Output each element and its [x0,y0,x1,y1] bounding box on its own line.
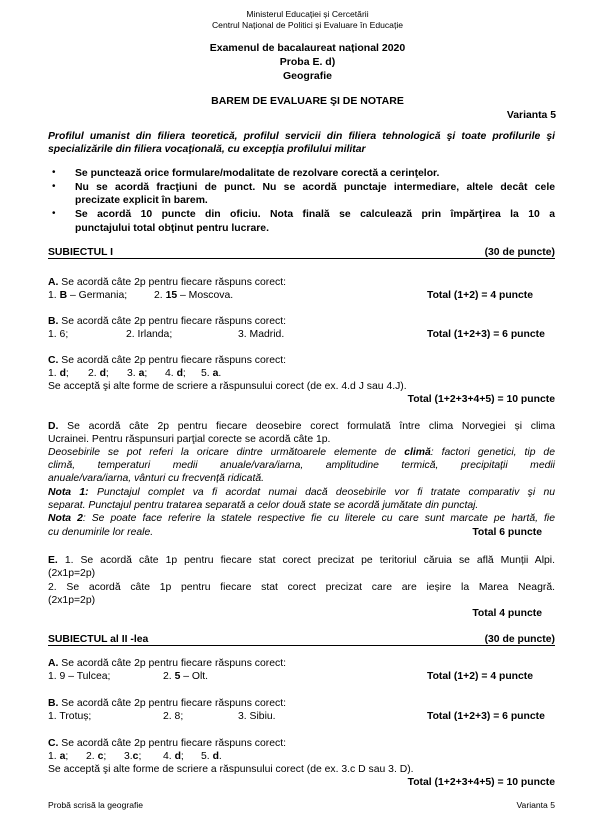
s2-a-intro: A. Se acordă câte 2p pentru fiecare răspuns corect: [48,658,286,669]
s1-a-answer-2: 2. 15 – Moscova. [154,290,234,301]
s1-d-note-2-cont: cu denumirile lor reale. [48,527,154,538]
s1-c-answer-5: 5. a. [201,368,222,379]
s1-a-answer-1: 1. B – Germania; [48,290,128,301]
s1-a-intro: A. Se acordă câte 2p pentru fiecare răspuns corect: [48,277,286,288]
section-2-title: SUBIECTUL al II -lea [48,634,149,645]
s2-c-answer-5: 5. d. [201,751,222,762]
proba-title: Proba E. d) [279,56,336,68]
s2-c-intro: C. Se acordă câte 2p pentru fiecare răspuns corect: [48,738,286,749]
s1-c-answer-3: 3. a; [127,368,148,379]
section-2-points: (30 de puncte) [484,634,555,645]
bullet-icon: • [52,181,56,192]
s1-c-note: Se acceptă şi alte forme de scriere a răspunsului corect (de ex. 4.d J sau 4.J). [48,381,407,392]
bullet-icon: • [52,208,56,219]
s1-c-answer-2: 2. d; [88,368,109,379]
s1-c-answer-1: 1. d; [48,368,69,379]
s1-d-line-5: anuale/vara/iarna, vânturi cu frecvență ridicată. [48,473,265,484]
rule-3-line-2: punctajului total obţinut pentru lucrare. [75,223,269,234]
s2-b-total: Total (1+2+3) = 6 puncte [427,711,545,722]
s1-e-line-2: (2x1p=2p) [48,568,96,579]
s2-c-total: Total (1+2+3+4+5) = 10 puncte [407,777,555,788]
s2-a-total: Total (1+2) = 4 puncte [427,671,534,682]
s1-c-intro: C. Se acordă câte 2p pentru fiecare răspuns corect: [48,355,286,366]
s2-c-answer-4: 4. d; [163,751,184,762]
section-1-title: SUBIECTUL I [48,247,114,258]
profile-line-2: specializările din filiera vocaţională, cu excepţia profilului militar [48,144,366,155]
s1-b-answer-3: 3. Madrid. [238,329,285,340]
s2-b-intro: B. Se acordă câte 2p pentru fiecare răspuns corect: [48,698,286,709]
center-header: Centrul Național de Politici și Evaluare în Educație [211,20,404,30]
bullet-icon: • [52,167,56,178]
s1-d-total: Total 6 puncte [472,527,542,538]
ministry-header: Ministerul Educației și Cercetării [246,9,369,19]
rule-3-line-1: Se acordă 10 puncte din oficiu. Nota finală se calculează prin împărţirea la 10 a [75,209,555,220]
s2-b-answer-1: 1. Trotuș; [48,711,92,722]
s2-a-answer-2: 2. 5 – Olt. [163,671,209,682]
profile-line-1: Profilul umanist din filiera teoretică, profilul servicii din filiera tehnologică şi toate profilurile şi [48,131,555,142]
barem-title: BAREM DE EVALUARE ŞI DE NOTARE [211,95,404,107]
s2-c-note: Se acceptă şi alte forme de scriere a răspunsului corect (de ex. 3.c D sau 3. D). [48,764,414,775]
s2-b-answer-2: 2. 8; [163,711,184,722]
s2-c-answer-1: 1. a; [48,751,69,762]
s1-a-total: Total (1+2) = 4 puncte [427,290,534,301]
s1-e-line-3: 2. Se acordă câte 1p pentru fiecare stat corect precizat care are ieșire la Marea Neagră. [48,582,555,593]
section-1-underline [48,258,555,259]
s2-b-answer-3: 3. Sibiu. [238,711,276,722]
s1-b-intro: B. Se acordă câte 2p pentru fiecare răspuns corect: [48,316,286,327]
footer-left: Probă scrisă la geografie [48,800,144,810]
variant-label: Varianta 5 [506,110,556,121]
s2-a-answer-1: 1. 9 – Tulcea; [48,671,111,682]
s1-e-line-4: (2x1p=2p) [48,595,96,606]
s1-d-note-1-cont: separat. Punctajul pentru tratarea separată a celor două state se acordă jumătate din punctaj. [48,500,479,511]
rule-1: Se punctează orice formulare/modalitate de rezolvare corectă a cerinţelor. [75,168,440,179]
exam-title: Examenul de bacalaureat național 2020 [209,42,406,54]
s2-c-answer-3: 3.c; [124,751,142,762]
s1-d-line-1: D. Se acordă câte 2p pentru fiecare deosebire corect formulată între clima Norvegiei și clima [48,421,555,432]
s1-b-total: Total (1+2+3) = 6 puncte [427,329,545,340]
s2-c-answer-2: 2. c; [86,751,107,762]
s1-c-answer-4: 4. d; [165,368,186,379]
s1-e-line-1: E. 1. Se acordă câte 1p pentru fiecare stat corect precizat pe teritoriul căruia se află Munții Alpi. [48,555,555,566]
s1-c-total: Total (1+2+3+4+5) = 10 puncte [407,394,555,405]
s1-d-line-3: Deosebirile se pot referi la oricare dintre următoarele elemente de climă: factori genetici, tip de [48,447,555,458]
s1-d-line-4: climă, temperaturi medii anuale/vara/iarna, amplitudine termică, precipitații medii [48,460,555,471]
s1-b-answer-2: 2. Irlanda; [126,329,173,340]
section-1-points: (30 de puncte) [484,247,555,258]
s1-d-line-2: Ucrainei. Pentru răspunsuri parţial corecte se acordă câte 1p. [48,434,331,445]
subject-title: Geografie [282,70,332,82]
s1-d-note-2: Nota 2: Se poate face referire la statele respective fie cu literele cu care sunt marcate pe hartă, fie [48,513,555,524]
rule-2-line-2: precizate explicit în barem. [75,195,208,206]
section-2-underline [48,645,555,646]
s1-e-total: Total 4 puncte [472,608,542,619]
s1-b-answer-1: 1. 6; [48,329,69,340]
s1-d-note-1: Nota 1: Punctajul complet va fi acordat numai dacă deosebirile vor fi tratate comparativ şi nu [48,487,555,498]
rule-2-line-1: Nu se acordă fracţiuni de punct. Nu se acordă punctaje intermediare, altele decât cele [75,182,555,193]
footer-right: Varianta 5 [516,800,555,810]
